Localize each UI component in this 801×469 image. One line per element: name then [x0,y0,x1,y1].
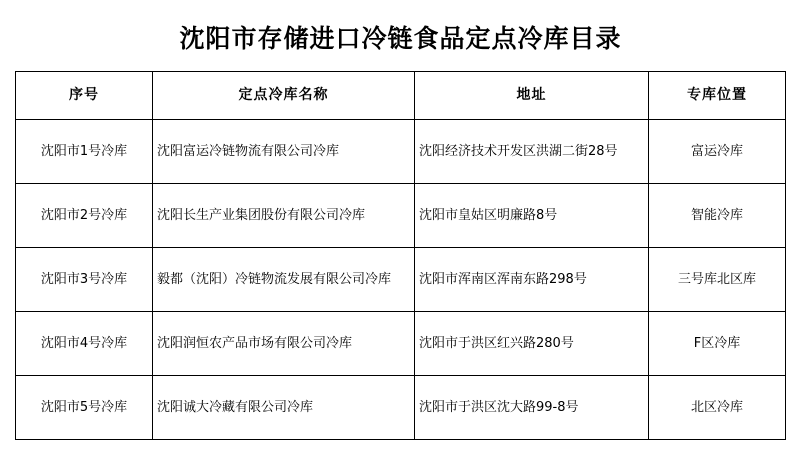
header-address: 地址 [415,72,649,120]
table-row [16,376,786,440]
cell-location: 智能冷库 [649,184,786,248]
cell-index: 沈阳市2号冷库 [16,184,153,248]
cell-name: 沈阳润恒农产品市场有限公司冷库 [153,312,415,376]
cell-index: 沈阳市1号冷库 [16,120,153,184]
cell-location: 三号库北区库 [649,248,786,312]
cell-address: 沈阳市于洪区沈大路99-8号 [415,376,649,440]
table-row [16,184,786,248]
header-index: 序号 [16,72,153,120]
header-name: 定点冷库名称 [153,72,415,120]
cell-location: F区冷库 [649,312,786,376]
table-row [16,120,786,184]
cell-name: 沈阳诚大冷藏有限公司冷库 [153,376,415,440]
cold-storage-table [15,71,786,440]
cell-address: 沈阳经济技术开发区洪湖二街28号 [415,120,649,184]
cell-index: 沈阳市3号冷库 [16,248,153,312]
cell-address: 沈阳市于洪区红兴路280号 [415,312,649,376]
cell-location: 北区冷库 [649,376,786,440]
cell-location: 富运冷库 [649,120,786,184]
header-location: 专库位置 [649,72,786,120]
cell-name: 沈阳长生产业集团股份有限公司冷库 [153,184,415,248]
cell-name: 毅都（沈阳）冷链物流发展有限公司冷库 [153,248,415,312]
table-header-row [16,72,786,120]
cell-index: 沈阳市5号冷库 [16,376,153,440]
cell-name: 沈阳富运冷链物流有限公司冷库 [153,120,415,184]
cell-index: 沈阳市4号冷库 [16,312,153,376]
table-row [16,312,786,376]
page-title: 沈阳市存储进口冷链食品定点冷库目录 [179,24,622,53]
cell-address: 沈阳市皇姑区明廉路8号 [415,184,649,248]
cell-address: 沈阳市浑南区浑南东路298号 [415,248,649,312]
table-row [16,248,786,312]
